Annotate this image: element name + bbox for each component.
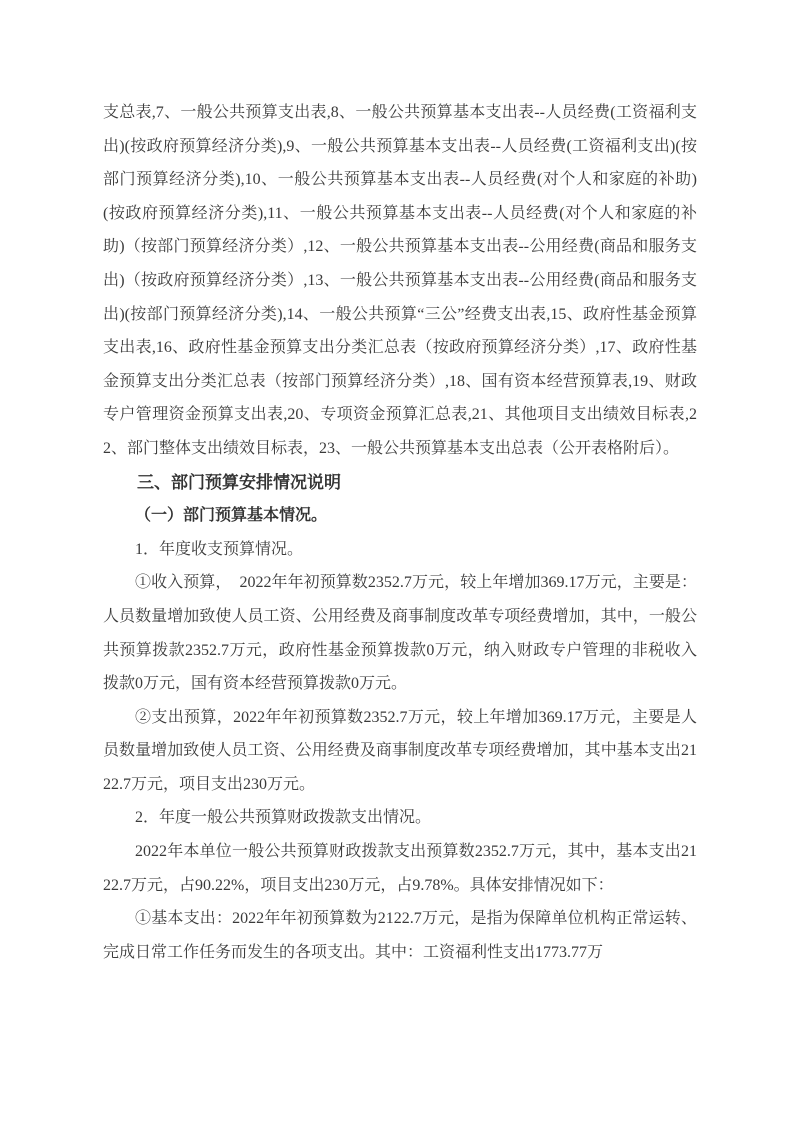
paragraph-basic-expenditure-detail: ①基本支出：2022年年初预算数为2122.7万元，是指为保障单位机构正常运转、完成日常工作任务而发生的各项支出。其中：工资福利性支出1773.77万 xyxy=(103,910,697,961)
paragraph-annual-revenue-expenditure-title: 1．年度收支预算情况。 xyxy=(135,540,304,558)
subsection-heading-basic-situation: （一）部门预算基本情况。 xyxy=(135,507,328,525)
paragraph-revenue-budget: ①收入预算， 2022年年初预算数2352.7万元，较上年增加369.17万元，主要是：人员数量增加致使人员工资、公用经费及商事制度改革专项经费增加，其中，一般公共预算拨款2352.7万元，政府性基金预算拨款0万元，纳入财政专户管理的非税收入拨款0万元，国有资本经营预算拨款0万元。 xyxy=(103,574,697,693)
paragraph-budget-tables-list: 支总表,7、一般公共预算支出表,8、一般公共预算基本支出表--人员经费(工资福利支出)(按政府预算经济分类),9、一般公共预算基本支出表--人员经费(工资福利支出)(按部门预算经济分类),10、一般公共预算基本支出表--人员经费(对个人和家庭的补助)(按政府预算经济分类),11、一般公共预算基本支出表--人员经费(对个人和家庭的补助)（按部门预算经济分类）,12、一般公共预算基本支出表--公用经费(商品和服务支出)（按政府预算经济分类）,13、一般公共预算基本支出表--公用经费(商品和服务支出)(按部门预算经济分类),14、一般公共预算“三公”经费支出表,15、政府性基金预算支出表,16、政府性基金预算支出分类汇总表（按政府预算经济分类）,17、政府性基金预算支出分类汇总表（按部门预算经济分类）,18、国有资本经营预算表,19、财政专户管理资金预算支出表,20、专项资金预算汇总表,21、其他项目支出绩效目标表,22、部门整体支出绩效目标表，23、一般公共预算基本支出总表（公开表格附后）。 xyxy=(103,104,697,457)
paragraph-expenditure-budget: ②支出预算，2022年年初预算数2352.7万元，较上年增加369.17万元，主要是人员数量增加致使人员工资、公用经费及商事制度改革专项经费增加，其中基本支出2122.7万元，项目支出230万元。 xyxy=(103,708,697,793)
section-heading-budget-arrangement: 三、部门预算安排情况说明 xyxy=(137,472,341,492)
paragraph-fiscal-appropriation-title: 2．年度一般公共预算财政拨款支出情况。 xyxy=(135,809,432,827)
paragraph-fiscal-appropriation-summary: 2022年本单位一般公共预算财政拨款支出预算数2352.7万元，其中，基本支出2122.7万元，占90.22%，项目支出230万元，占9.78%。具体安排情况如下： xyxy=(103,843,697,894)
